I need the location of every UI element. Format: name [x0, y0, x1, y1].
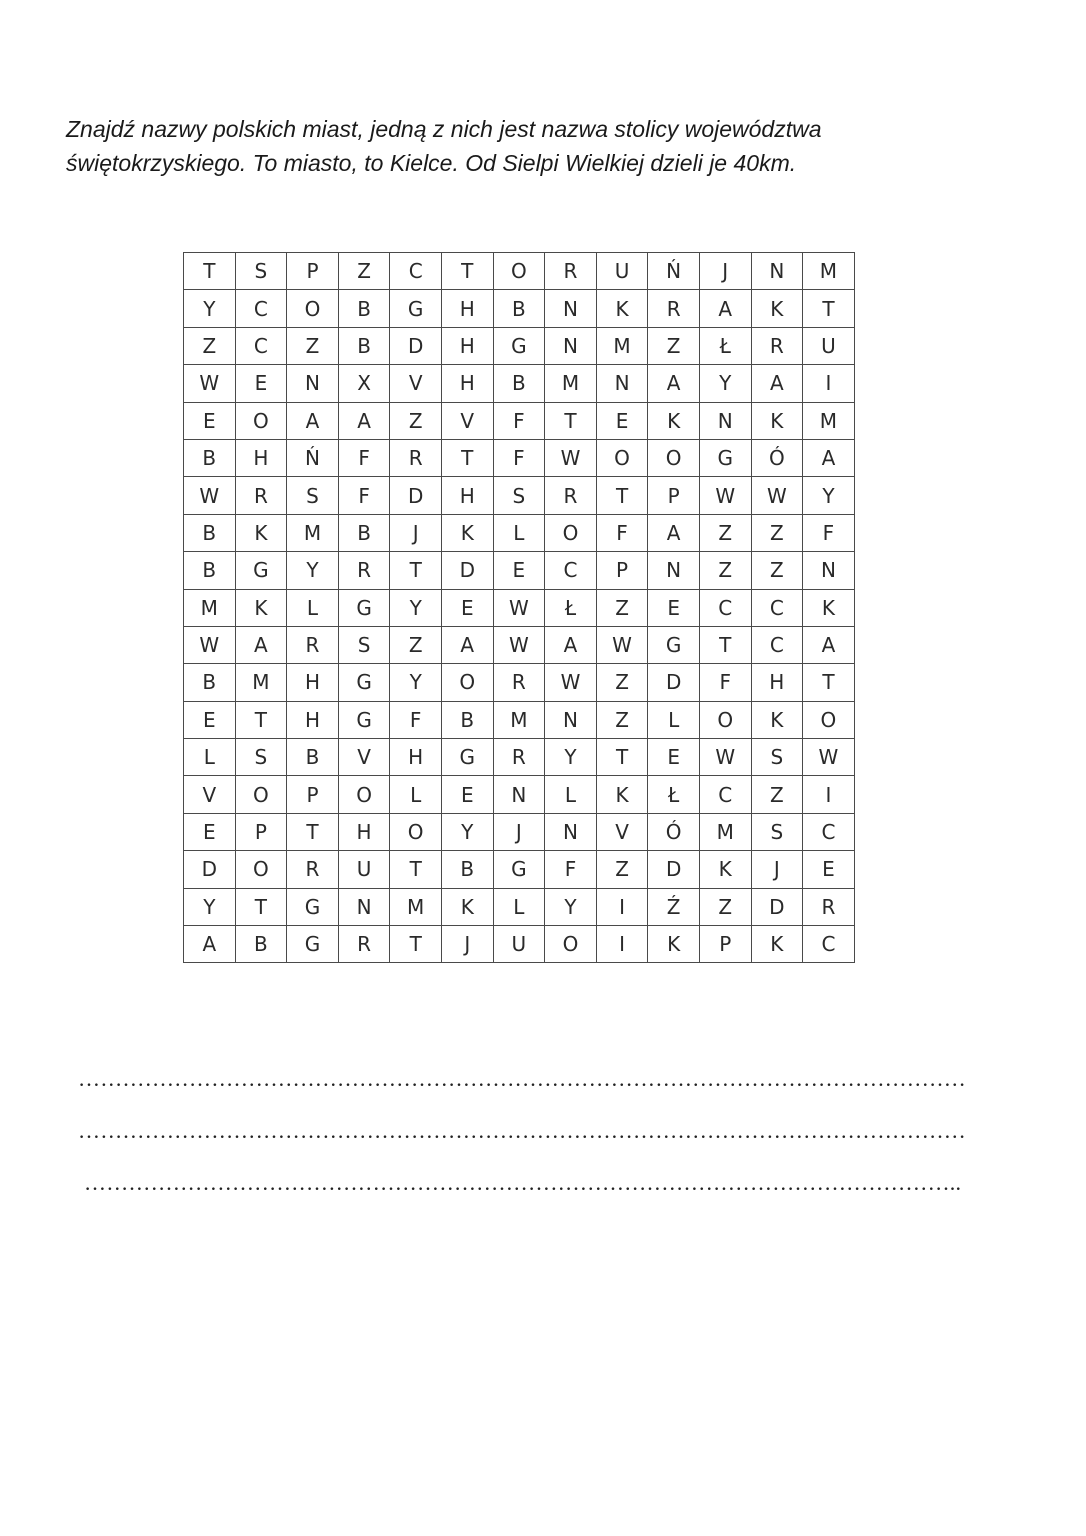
grid-cell[interactable]: K: [235, 589, 287, 626]
grid-cell[interactable]: G: [493, 851, 545, 888]
grid-cell[interactable]: Z: [287, 327, 339, 364]
grid-cell[interactable]: E: [184, 813, 236, 850]
grid-row: [184, 514, 855, 551]
grid-cell[interactable]: E: [648, 739, 700, 776]
grid-cell[interactable]: E: [235, 365, 287, 402]
grid-cell[interactable]: U: [338, 851, 390, 888]
grid-cell[interactable]: G: [338, 701, 390, 738]
grid-cell[interactable]: G: [235, 552, 287, 589]
grid-cell[interactable]: N: [648, 552, 700, 589]
grid-cell[interactable]: A: [751, 365, 803, 402]
grid-cell[interactable]: Ł: [648, 776, 700, 813]
grid-cell[interactable]: E: [441, 589, 493, 626]
grid-cell[interactable]: G: [338, 664, 390, 701]
grid-cell[interactable]: B: [184, 664, 236, 701]
grid-cell[interactable]: R: [493, 664, 545, 701]
grid-cell[interactable]: Z: [184, 327, 236, 364]
grid-cell[interactable]: O: [648, 439, 700, 476]
grid-cell[interactable]: J: [699, 253, 751, 290]
grid-cell[interactable]: R: [803, 888, 855, 925]
grid-cell[interactable]: Y: [390, 664, 442, 701]
grid-cell[interactable]: N: [338, 888, 390, 925]
grid-cell[interactable]: Z: [390, 626, 442, 663]
answer-line-3[interactable]: ………………………………………………………………………………………………………..: [84, 1170, 962, 1195]
grid-cell[interactable]: K: [751, 290, 803, 327]
grid-cell[interactable]: B: [184, 514, 236, 551]
grid-cell[interactable]: G: [390, 290, 442, 327]
grid-cell[interactable]: P: [287, 253, 339, 290]
grid-cell[interactable]: H: [287, 701, 339, 738]
grid-cell[interactable]: W: [184, 626, 236, 663]
grid-cell[interactable]: Ź: [648, 888, 700, 925]
grid-cell[interactable]: Ł: [545, 589, 597, 626]
grid-cell[interactable]: C: [390, 253, 442, 290]
grid-cell[interactable]: Ń: [648, 253, 700, 290]
grid-row: [184, 253, 855, 290]
grid-cell[interactable]: E: [441, 776, 493, 813]
grid-cell[interactable]: R: [751, 327, 803, 364]
grid-cell[interactable]: L: [648, 701, 700, 738]
grid-cell[interactable]: R: [545, 253, 597, 290]
grid-cell[interactable]: O: [441, 664, 493, 701]
grid-cell[interactable]: B: [235, 926, 287, 963]
grid-cell[interactable]: J: [493, 813, 545, 850]
grid-cell[interactable]: J: [390, 514, 442, 551]
grid-cell[interactable]: A: [235, 626, 287, 663]
grid-cell[interactable]: F: [596, 514, 648, 551]
grid-cell[interactable]: A: [648, 514, 700, 551]
grid-cell[interactable]: G: [648, 626, 700, 663]
grid-cell[interactable]: P: [287, 776, 339, 813]
grid-cell[interactable]: O: [596, 439, 648, 476]
grid-cell[interactable]: W: [184, 477, 236, 514]
grid-cell[interactable]: Z: [751, 776, 803, 813]
grid-cell[interactable]: M: [390, 888, 442, 925]
grid-cell[interactable]: B: [287, 739, 339, 776]
grid-cell[interactable]: E: [493, 552, 545, 589]
grid-cell[interactable]: Y: [287, 552, 339, 589]
grid-cell[interactable]: Ń: [287, 439, 339, 476]
grid-row: [184, 290, 855, 327]
grid-cell[interactable]: P: [596, 552, 648, 589]
grid-cell[interactable]: F: [338, 477, 390, 514]
grid-cell[interactable]: Z: [596, 589, 648, 626]
grid-row: [184, 701, 855, 738]
grid-cell[interactable]: V: [441, 402, 493, 439]
grid-cell[interactable]: G: [287, 926, 339, 963]
grid-row: [184, 926, 855, 963]
grid-cell[interactable]: T: [184, 253, 236, 290]
grid-cell[interactable]: N: [493, 776, 545, 813]
grid-cell[interactable]: B: [184, 439, 236, 476]
grid-cell[interactable]: Y: [184, 290, 236, 327]
grid-cell[interactable]: A: [803, 626, 855, 663]
grid-cell[interactable]: O: [235, 402, 287, 439]
grid-cell[interactable]: T: [287, 813, 339, 850]
grid-cell[interactable]: T: [235, 888, 287, 925]
grid-cell[interactable]: I: [596, 926, 648, 963]
grid-cell[interactable]: E: [648, 589, 700, 626]
grid-cell[interactable]: B: [184, 552, 236, 589]
grid-cell[interactable]: N: [596, 365, 648, 402]
grid-cell[interactable]: B: [441, 701, 493, 738]
grid-cell[interactable]: H: [751, 664, 803, 701]
grid-row: [184, 776, 855, 813]
grid-cell[interactable]: T: [803, 664, 855, 701]
grid-cell[interactable]: H: [235, 439, 287, 476]
grid-cell[interactable]: D: [390, 327, 442, 364]
grid-cell[interactable]: T: [441, 253, 493, 290]
grid-cell[interactable]: F: [390, 701, 442, 738]
answer-line-1[interactable]: …………………………………………………………………………………………………………: [78, 1066, 966, 1091]
grid-cell[interactable]: N: [751, 253, 803, 290]
grid-cell[interactable]: E: [596, 402, 648, 439]
grid-row: [184, 813, 855, 850]
grid-cell[interactable]: K: [235, 514, 287, 551]
grid-cell[interactable]: C: [699, 589, 751, 626]
grid-row: [184, 739, 855, 776]
grid-cell[interactable]: Z: [699, 552, 751, 589]
grid-cell[interactable]: J: [441, 926, 493, 963]
grid-cell[interactable]: R: [648, 290, 700, 327]
grid-cell[interactable]: W: [493, 626, 545, 663]
grid-cell[interactable]: K: [596, 290, 648, 327]
grid-cell[interactable]: Ó: [751, 439, 803, 476]
grid-cell[interactable]: S: [235, 253, 287, 290]
grid-cell[interactable]: N: [803, 552, 855, 589]
grid-cell[interactable]: T: [545, 402, 597, 439]
grid-cell[interactable]: E: [184, 701, 236, 738]
grid-cell[interactable]: S: [751, 739, 803, 776]
grid-cell[interactable]: S: [751, 813, 803, 850]
grid-cell[interactable]: A: [803, 439, 855, 476]
grid-cell[interactable]: S: [493, 477, 545, 514]
grid-cell[interactable]: Z: [596, 701, 648, 738]
grid-cell[interactable]: F: [803, 514, 855, 551]
grid-cell[interactable]: K: [803, 589, 855, 626]
grid-cell[interactable]: I: [596, 888, 648, 925]
grid-row: [184, 477, 855, 514]
grid-cell[interactable]: C: [803, 926, 855, 963]
grid-cell[interactable]: C: [235, 290, 287, 327]
grid-cell[interactable]: O: [699, 701, 751, 738]
grid-cell[interactable]: D: [648, 664, 700, 701]
grid-cell[interactable]: K: [648, 926, 700, 963]
grid-cell[interactable]: L: [184, 739, 236, 776]
grid-cell[interactable]: Z: [596, 851, 648, 888]
grid-cell[interactable]: H: [441, 290, 493, 327]
grid-cell[interactable]: K: [751, 701, 803, 738]
grid-cell[interactable]: G: [338, 589, 390, 626]
grid-cell[interactable]: T: [390, 926, 442, 963]
grid-row: [184, 888, 855, 925]
grid-cell[interactable]: P: [235, 813, 287, 850]
grid-cell[interactable]: X: [338, 365, 390, 402]
grid-row: [184, 402, 855, 439]
grid-cell[interactable]: T: [596, 477, 648, 514]
grid-cell[interactable]: L: [545, 776, 597, 813]
grid-cell[interactable]: B: [493, 290, 545, 327]
grid-cell[interactable]: W: [545, 439, 597, 476]
grid-cell[interactable]: R: [493, 739, 545, 776]
grid-cell[interactable]: M: [596, 327, 648, 364]
grid-cell[interactable]: N: [545, 327, 597, 364]
grid-cell[interactable]: A: [287, 402, 339, 439]
grid-cell[interactable]: C: [803, 813, 855, 850]
grid-row: [184, 851, 855, 888]
grid-cell[interactable]: S: [235, 739, 287, 776]
grid-cell[interactable]: A: [184, 926, 236, 963]
grid-cell[interactable]: O: [545, 926, 597, 963]
grid-cell[interactable]: L: [390, 776, 442, 813]
grid-cell[interactable]: M: [287, 514, 339, 551]
grid-cell[interactable]: N: [545, 290, 597, 327]
grid-cell[interactable]: D: [184, 851, 236, 888]
grid-cell[interactable]: A: [545, 626, 597, 663]
grid-cell[interactable]: O: [390, 813, 442, 850]
grid-cell[interactable]: Ó: [648, 813, 700, 850]
word-search-grid: [183, 252, 855, 963]
grid-cell[interactable]: B: [338, 290, 390, 327]
grid-cell[interactable]: H: [390, 739, 442, 776]
grid-cell[interactable]: O: [235, 851, 287, 888]
grid-cell[interactable]: F: [545, 851, 597, 888]
grid-cell[interactable]: G: [441, 739, 493, 776]
grid-cell[interactable]: O: [803, 701, 855, 738]
instructions: [66, 112, 966, 180]
grid-cell[interactable]: C: [751, 589, 803, 626]
grid-cell[interactable]: T: [390, 851, 442, 888]
grid-cell[interactable]: Z: [390, 402, 442, 439]
grid-cell[interactable]: F: [699, 664, 751, 701]
grid-cell[interactable]: J: [751, 851, 803, 888]
grid-cell[interactable]: C: [751, 626, 803, 663]
grid-cell[interactable]: Z: [596, 664, 648, 701]
answer-line-2[interactable]: …………………………………………………………………………………………………………: [78, 1118, 966, 1143]
grid-cell[interactable]: I: [803, 776, 855, 813]
grid-cell[interactable]: Y: [545, 739, 597, 776]
grid-cell[interactable]: Y: [441, 813, 493, 850]
grid-cell[interactable]: M: [235, 664, 287, 701]
grid-cell[interactable]: V: [338, 739, 390, 776]
grid-cell[interactable]: T: [699, 626, 751, 663]
grid-cell[interactable]: K: [751, 926, 803, 963]
grid-cell[interactable]: I: [803, 365, 855, 402]
grid-cell[interactable]: B: [493, 365, 545, 402]
grid-cell[interactable]: R: [338, 926, 390, 963]
grid-cell[interactable]: H: [338, 813, 390, 850]
grid-cell[interactable]: U: [803, 327, 855, 364]
grid-cell[interactable]: F: [338, 439, 390, 476]
grid-cell[interactable]: G: [493, 327, 545, 364]
grid-cell[interactable]: L: [287, 589, 339, 626]
grid-cell[interactable]: U: [596, 253, 648, 290]
grid-cell[interactable]: W: [493, 589, 545, 626]
grid-cell[interactable]: M: [803, 253, 855, 290]
grid-cell[interactable]: T: [803, 290, 855, 327]
grid-row: [184, 327, 855, 364]
grid-row: [184, 439, 855, 476]
grid-cell[interactable]: Ł: [699, 327, 751, 364]
grid-cell[interactable]: L: [493, 514, 545, 551]
grid-cell[interactable]: R: [338, 552, 390, 589]
grid-cell[interactable]: K: [441, 888, 493, 925]
grid-cell[interactable]: M: [545, 365, 597, 402]
grid-cell[interactable]: W: [803, 739, 855, 776]
grid-cell[interactable]: N: [545, 813, 597, 850]
grid-cell[interactable]: R: [545, 477, 597, 514]
grid-cell[interactable]: V: [596, 813, 648, 850]
grid-cell[interactable]: W: [751, 477, 803, 514]
grid-cell[interactable]: A: [648, 365, 700, 402]
grid-cell[interactable]: E: [803, 851, 855, 888]
grid-cell[interactable]: O: [287, 290, 339, 327]
grid-cell[interactable]: R: [390, 439, 442, 476]
grid-cell[interactable]: Z: [648, 327, 700, 364]
grid-cell[interactable]: H: [287, 664, 339, 701]
grid-cell[interactable]: R: [287, 626, 339, 663]
grid-row: [184, 626, 855, 663]
grid-cell[interactable]: F: [493, 402, 545, 439]
grid-cell[interactable]: M: [493, 701, 545, 738]
grid-cell[interactable]: A: [338, 402, 390, 439]
grid-cell[interactable]: O: [338, 776, 390, 813]
grid-cell[interactable]: O: [545, 514, 597, 551]
grid-cell[interactable]: Y: [545, 888, 597, 925]
grid-cell[interactable]: Z: [338, 253, 390, 290]
grid-cell[interactable]: A: [441, 626, 493, 663]
grid-cell[interactable]: T: [235, 701, 287, 738]
grid-cell[interactable]: P: [699, 926, 751, 963]
grid-cell[interactable]: W: [184, 365, 236, 402]
grid-cell[interactable]: O: [493, 253, 545, 290]
grid-cell[interactable]: R: [287, 851, 339, 888]
grid-cell[interactable]: S: [287, 477, 339, 514]
grid-cell[interactable]: F: [493, 439, 545, 476]
grid-row: [184, 664, 855, 701]
grid-row: [184, 365, 855, 402]
grid-cell[interactable]: S: [338, 626, 390, 663]
grid-cell[interactable]: Y: [184, 888, 236, 925]
grid-cell[interactable]: Y: [390, 589, 442, 626]
grid-cell[interactable]: Z: [751, 514, 803, 551]
instructions-line-2: świętokrzyskiego. To miasto, to Kielce. Od Sielpi Wielkiej dzieli je 40km.: [66, 150, 797, 176]
grid-cell[interactable]: N: [287, 365, 339, 402]
grid-cell[interactable]: B: [338, 327, 390, 364]
grid-cell[interactable]: P: [648, 477, 700, 514]
grid-cell[interactable]: C: [235, 327, 287, 364]
grid-cell[interactable]: K: [441, 514, 493, 551]
grid-cell[interactable]: V: [184, 776, 236, 813]
grid-cell[interactable]: D: [441, 552, 493, 589]
grid-cell[interactable]: T: [390, 552, 442, 589]
grid-cell[interactable]: M: [699, 813, 751, 850]
grid-cell[interactable]: T: [441, 439, 493, 476]
grid-cell[interactable]: O: [235, 776, 287, 813]
grid-cell[interactable]: H: [441, 365, 493, 402]
grid-cell[interactable]: N: [545, 701, 597, 738]
grid-cell[interactable]: B: [338, 514, 390, 551]
grid-cell[interactable]: W: [699, 477, 751, 514]
grid-cell[interactable]: L: [493, 888, 545, 925]
grid-cell[interactable]: N: [699, 402, 751, 439]
instructions-line-1: Znajdź nazwy polskich miast, jedną z nich jest nazwa stolicy województwa: [66, 116, 822, 142]
grid-cell[interactable]: T: [596, 739, 648, 776]
grid-cell[interactable]: V: [390, 365, 442, 402]
grid-cell[interactable]: A: [699, 290, 751, 327]
grid-cell[interactable]: H: [441, 327, 493, 364]
grid-cell[interactable]: Z: [699, 888, 751, 925]
grid-cell[interactable]: C: [545, 552, 597, 589]
grid-row: [184, 589, 855, 626]
grid-cell[interactable]: W: [596, 626, 648, 663]
grid-cell[interactable]: M: [184, 589, 236, 626]
grid-cell[interactable]: G: [287, 888, 339, 925]
grid-cell[interactable]: K: [699, 851, 751, 888]
grid-cell[interactable]: M: [803, 402, 855, 439]
grid-cell[interactable]: R: [235, 477, 287, 514]
grid-cell[interactable]: K: [648, 402, 700, 439]
grid-cell[interactable]: G: [699, 439, 751, 476]
grid-cell[interactable]: W: [545, 664, 597, 701]
grid-cell[interactable]: Y: [803, 477, 855, 514]
grid-cell[interactable]: K: [751, 402, 803, 439]
grid-cell[interactable]: Z: [699, 514, 751, 551]
grid-cell[interactable]: Y: [699, 365, 751, 402]
grid-cell[interactable]: D: [390, 477, 442, 514]
grid-cell[interactable]: D: [751, 888, 803, 925]
grid-cell[interactable]: Z: [751, 552, 803, 589]
grid-row: [184, 552, 855, 589]
grid-cell[interactable]: B: [441, 851, 493, 888]
grid-cell[interactable]: K: [596, 776, 648, 813]
grid-cell[interactable]: D: [648, 851, 700, 888]
grid-cell[interactable]: W: [699, 739, 751, 776]
grid-cell[interactable]: U: [493, 926, 545, 963]
grid-cell[interactable]: H: [441, 477, 493, 514]
grid-cell[interactable]: C: [699, 776, 751, 813]
grid-cell[interactable]: E: [184, 402, 236, 439]
